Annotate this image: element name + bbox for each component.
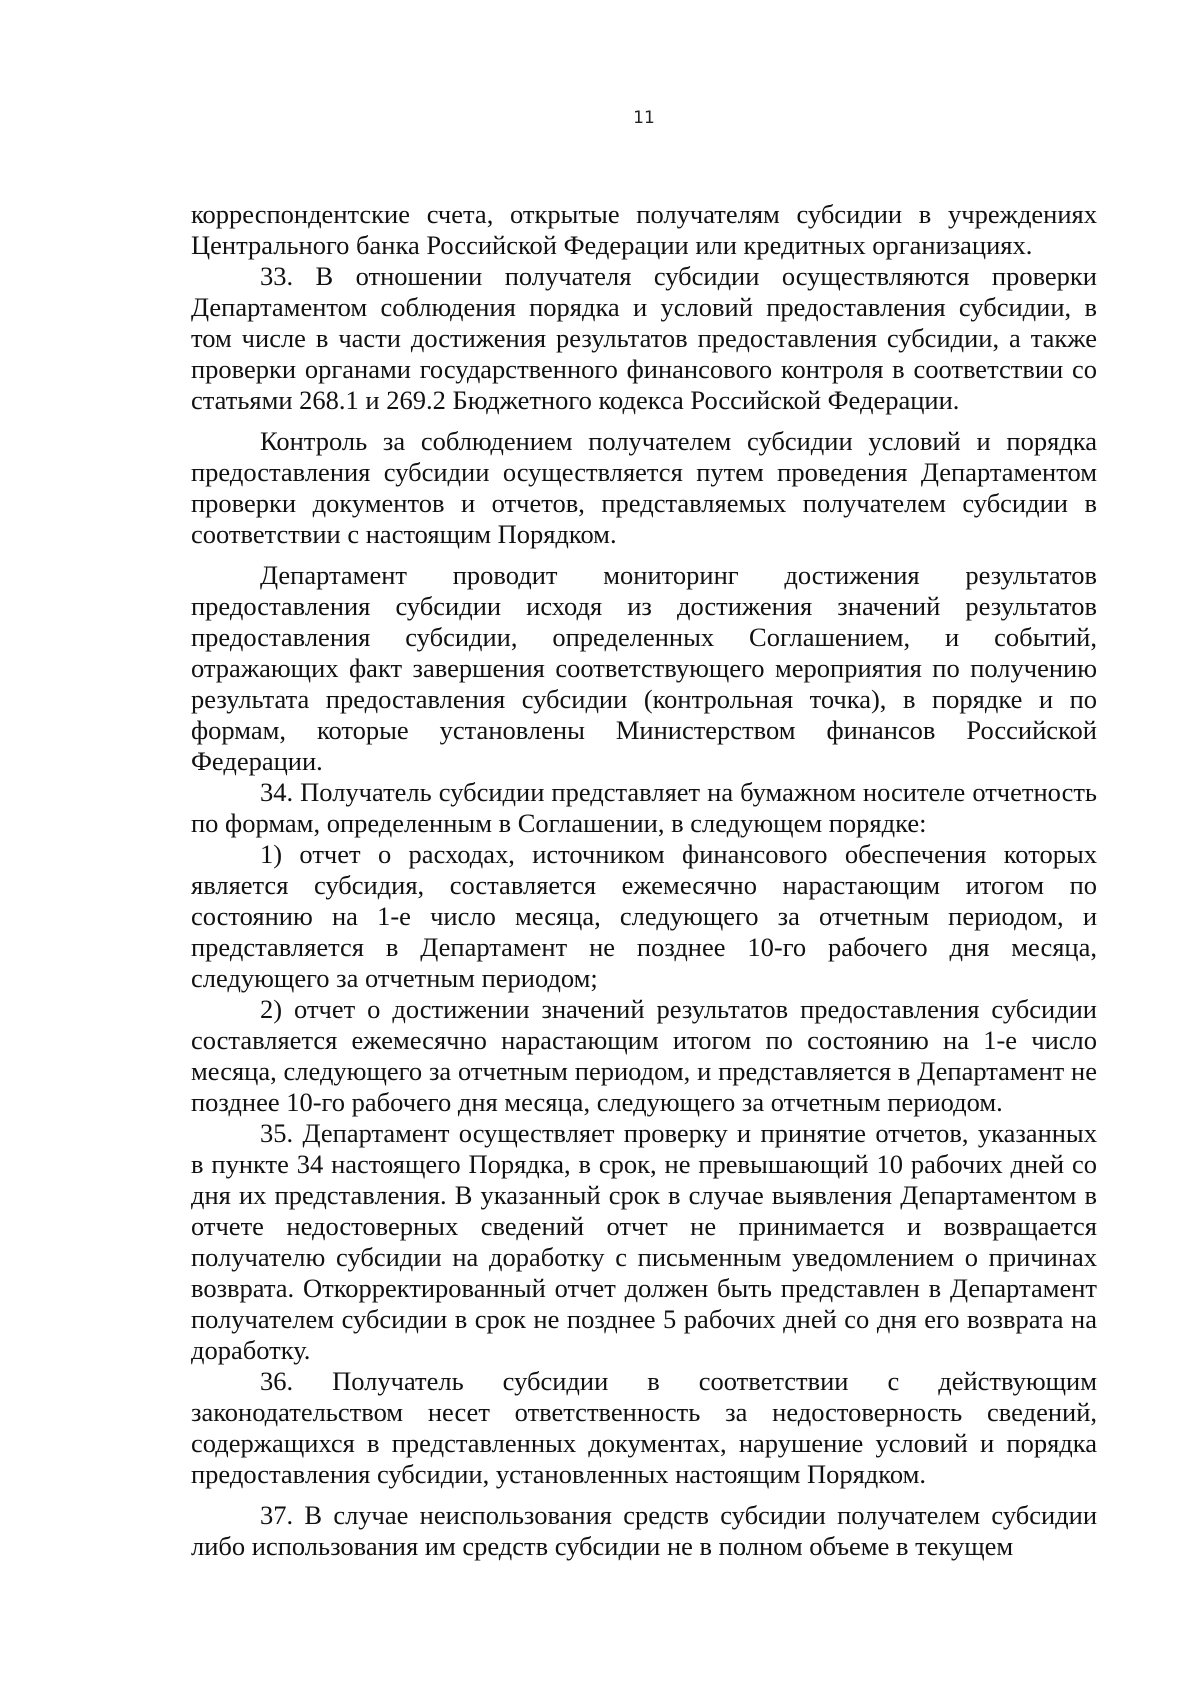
page-number: 11 xyxy=(633,108,655,128)
paragraph-item-36: 36. Получатель субсидии в соответствии с действующим законодательством несет ответственность за недостоверность сведений, содержащихся в представленных документах, нарушение условий и порядка предоставления субсидии, установленных настоящим Порядком. xyxy=(191,1366,1097,1489)
paragraph-continuation: корреспондентские счета, открытые получателям субсидии в учреждениях Центрального банка Российской Федерации или кредитных организациях. xyxy=(191,199,1097,260)
paragraph-item-37: 37. В случае неиспользования средств субсидии получателем субсидии либо использования им средств субсидии не в полном объеме в текущем xyxy=(191,1500,1097,1561)
paragraph-subitem-2: 2) отчет о достижении значений результатов предоставления субсидии составляется ежемесячно нарастающим итогом по состоянию на 1-е число месяца, следующего за отчетным периодом, и представляется в Департамент не позднее 10-го рабочего дня месяца, следующего за отчетным периодом. xyxy=(191,994,1097,1117)
paragraph-item-35: 35. Департамент осуществляет проверку и принятие отчетов, указанных в пункте 34 настоящего Порядка, в срок, не превышающий 10 рабочих дней со дня их представления. В указанный срок в случае выявления Департаментом в отчете недостоверных сведений отчет не принимается и возвращается получателю субсидии на доработку с письменным уведомлением о причинах возврата. Откорректированный отчет должен быть представлен в Департамент получателем субсидии в срок не позднее 5 рабочих дней со дня его возврата на доработку. xyxy=(191,1118,1097,1365)
paragraph-subitem-1: 1) отчет о расходах, источником финансового обеспечения которых является субсидия, составляется ежемесячно нарастающим итогом по состоянию на 1-е число месяца, следующего за отчетным периодом, и представляется в Департамент не позднее 10-го рабочего дня месяца, следующего за отчетным периодом; xyxy=(191,839,1097,993)
paragraph-item-34: 34. Получатель субсидии представляет на бумажном носителе отчетность по формам, определенным в Соглашении, в следующем порядке: xyxy=(191,777,1097,838)
paragraph-monitoring: Департамент проводит мониторинг достижения результатов предоставления субсидии исходя из достижения значений результатов предоставления субсидии, определенных Соглашением, и событий, отражающих факт завершения соответствующего мероприятия по получению результата предоставления субсидии (контрольная точка), в порядке и по формам, которые установлены Министерством финансов Российской Федерации. xyxy=(191,560,1097,776)
paragraph-item-33: 33. В отношении получателя субсидии осуществляются проверки Департаментом соблюдения порядка и условий предоставления субсидии, в том числе в части достижения результатов предоставления субсидии, а также проверки органами государственного финансового контроля в соответствии со статьями 268.1 и 269.2 Бюджетного кодекса Российской Федерации. xyxy=(191,261,1097,415)
paragraph-control: Контроль за соблюдением получателем субсидии условий и порядка предоставления субсидии осуществляется путем проведения Департаментом проверки документов и отчетов, представляемых получателем субсидии в соответствии с настоящим Порядком. xyxy=(191,426,1097,549)
document-body xyxy=(191,199,1097,1562)
